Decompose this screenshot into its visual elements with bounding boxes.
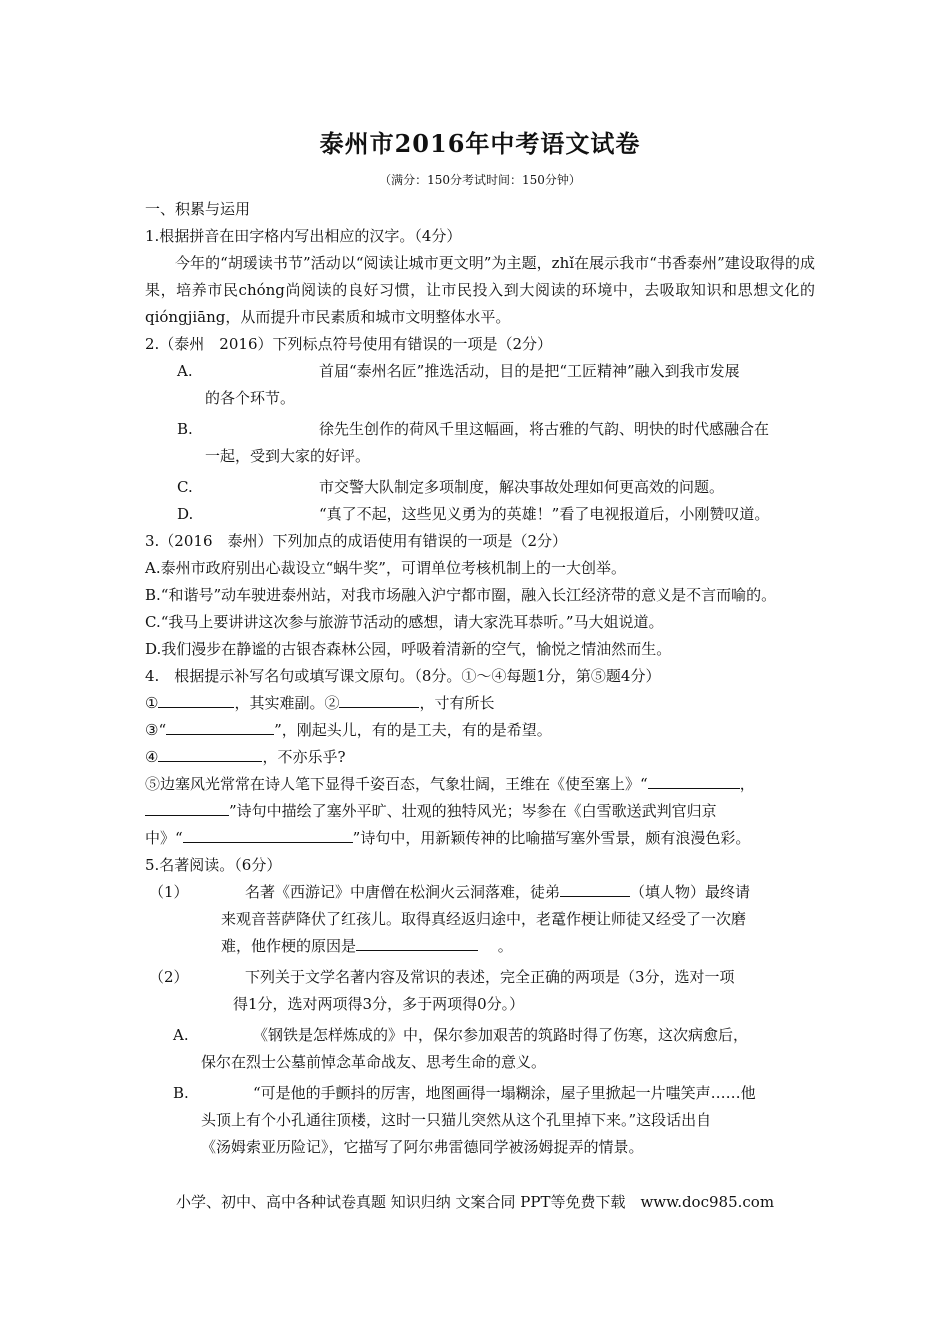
q5-option-a xyxy=(173,1022,815,1076)
q2-option-d xyxy=(177,501,815,528)
option-text-cont: 头顶上有个小孔通往顶楼，这时一只猫儿突然从这个孔里掉下来。”这段话出自 xyxy=(201,1111,712,1129)
option-label: D. xyxy=(177,505,194,523)
q4-text: ③“ xyxy=(145,721,167,739)
q4-text: ， xyxy=(739,775,755,793)
option-text-cont: 《汤姆索亚历险记》，它描写了阿尔弗雷德同学被汤姆捉弄的情景。 xyxy=(201,1138,644,1156)
q2-option-b xyxy=(177,416,815,470)
option-text: “可是他的手颤抖的厉害，地图画得一塌糊涂，屋子里掀起一片嗤笑声……他 xyxy=(253,1084,756,1102)
q2-heading: 2.（泰州 2016）下列标点符号使用有错误的一项是（2分） xyxy=(145,335,553,353)
q2-option-a xyxy=(177,358,815,412)
q4-text: ，其实难副。② xyxy=(234,694,340,712)
answer-blank[interactable] xyxy=(648,772,740,789)
q1-passage: 今年的“胡瑗读书节”活动以“阅读让城市更文明”为主题，zhǐ在展示我市“书香泰州”建设取得的成果，培养市民chóng尚阅读的良好习惯，让市民投入到大阅读的环境中，去吸取知识和思想文化的qióngjiāng，从而提升市民素质和城市文明整体水平。 xyxy=(145,254,815,326)
q4-text: ⑤边塞风光常常在诗人笔下显得千姿百态，气象壮阔，王维在《使至塞上》“ xyxy=(145,775,648,793)
option-label: C. xyxy=(177,478,193,496)
q5-part-2 xyxy=(145,964,815,1018)
q5-text xyxy=(245,879,815,906)
q4-text: ”诗句中描绘了塞外平旷、壮观的独特风光；岑参在《白雪歌送武判官归京 xyxy=(229,802,717,820)
q4-line-4 xyxy=(145,771,815,798)
part-label: （2） xyxy=(149,968,189,986)
option-text-cont: 保尔在烈士公墓前悼念革命战友、思考生命的意义。 xyxy=(201,1053,547,1071)
q5-text-b: （填人物）最终请 xyxy=(630,883,751,901)
option-text-cont: 的各个环节。 xyxy=(205,389,296,407)
q4-text: ”，刚起头儿，有的是工夫，有的是希望。 xyxy=(274,721,552,739)
answer-blank[interactable] xyxy=(356,934,478,951)
q4-line-6 xyxy=(145,825,815,852)
q3-heading: 3.（2016 泰州）下列加点的成语使用有错误的一项是（2分） xyxy=(145,532,568,550)
q1-heading: 1.根据拼音在田字格内写出相应的汉字。（4分） xyxy=(145,227,462,245)
answer-blank[interactable] xyxy=(183,826,353,843)
q5-text-d: 难，他作梗的原因是 xyxy=(221,937,357,955)
answer-blank[interactable] xyxy=(166,718,274,735)
q4-text: ④ xyxy=(145,748,159,766)
exam-content xyxy=(145,124,815,1161)
q4-text: ”诗句中，用新颖传神的比喻描写塞外雪景，颇有浪漫色彩。 xyxy=(352,829,751,847)
q3-option-a: A.泰州市政府别出心裁设立“蜗牛奖”，可谓单位考核机制上的一大创举。 xyxy=(145,559,626,577)
answer-blank[interactable] xyxy=(560,880,630,897)
q5-text-a: 名著《西游记》中唐僧在松涧火云洞落难，徒弟 xyxy=(245,883,561,901)
q4-line-1 xyxy=(145,690,815,717)
option-text: 《钢铁是怎样炼成的》中，保尔参加艰苦的筑路时得了伤寒，这次病愈后， xyxy=(253,1026,749,1044)
q4-text: ① xyxy=(145,694,159,712)
q4-heading: 4. 根据提示补写名句或填写课文原句。（8分。①～④每题1分，第⑤题4分） xyxy=(145,667,661,685)
option-label: B. xyxy=(177,420,193,438)
q4-line-5 xyxy=(145,798,815,825)
q5-part-1 xyxy=(145,879,815,960)
q2-option-c xyxy=(177,474,815,501)
q5-heading: 5.名著阅读。（6分） xyxy=(145,856,282,874)
q4-text: ，寸有所长 xyxy=(419,694,495,712)
q5-text-cont xyxy=(221,933,815,960)
q4-line-2 xyxy=(145,717,815,744)
q3-option-c: C.“我马上要讲讲这次参与旅游节活动的感想，请大家洗耳恭听。”马大姐说道。 xyxy=(145,613,664,631)
q5-option-b xyxy=(173,1080,815,1161)
answer-blank[interactable] xyxy=(158,691,234,708)
answer-blank[interactable] xyxy=(339,691,419,708)
q4-text: 中》“ xyxy=(145,829,183,847)
q5-text-cont: 来观音菩萨降伏了红孩儿。取得真经返归途中，老鼋作梗让师徒又经受了一次磨 xyxy=(221,910,747,928)
page-title: 泰州市2016年中考语文试卷 xyxy=(319,129,641,158)
q4-line-3 xyxy=(145,744,815,771)
answer-blank[interactable] xyxy=(145,799,229,816)
q5-text-e: 。 xyxy=(497,937,513,955)
section-heading: 一、积累与运用 xyxy=(145,200,251,218)
part-label: （1） xyxy=(149,883,189,901)
option-label: A. xyxy=(177,362,193,380)
exam-info: （满分：150分考试时间：150分钟） xyxy=(379,173,581,187)
option-label: B. xyxy=(173,1084,189,1102)
option-label: A. xyxy=(173,1026,189,1044)
option-text: “真了不起，这些见义勇为的英雄！”看了电视报道后，小刚赞叹道。 xyxy=(319,505,770,523)
answer-blank[interactable] xyxy=(158,745,262,762)
footer-text: 小学、初中、高中各种试卷真题 知识归纳 文案合同 PPT等免费下载 www.doc985.com xyxy=(175,1193,775,1211)
option-text: 市交警大队制定多项制度，解决事故处理如何更高效的问题。 xyxy=(319,478,725,496)
q3-option-d: D.我们漫步在静谧的古银杏森林公园，呼吸着清新的空气，愉悦之情油然而生。 xyxy=(145,640,672,658)
q5-text: 下列关于文学名著内容及常识的表述，完全正确的两项是（3分，选对一项 xyxy=(245,968,735,986)
option-text: 徐先生创作的荷风千里这幅画，将古雅的气韵、明快的时代感融合在 xyxy=(319,420,770,438)
q4-text: ，不亦乐乎? xyxy=(262,748,346,766)
q5-text-cont: 得1分，选对两项得3分，多于两项得0分。） xyxy=(233,995,525,1013)
option-text: 首届“泰州名匠”推选活动，目的是把“工匠精神”融入到我市发展 xyxy=(319,362,740,380)
q3-option-b: B.“和谐号”动车驶进泰州站，对我市场融入沪宁都市圈，融入长江经济带的意义是不言而喻的。 xyxy=(145,586,777,604)
option-text-cont: 一起，受到大家的好评。 xyxy=(205,447,371,465)
